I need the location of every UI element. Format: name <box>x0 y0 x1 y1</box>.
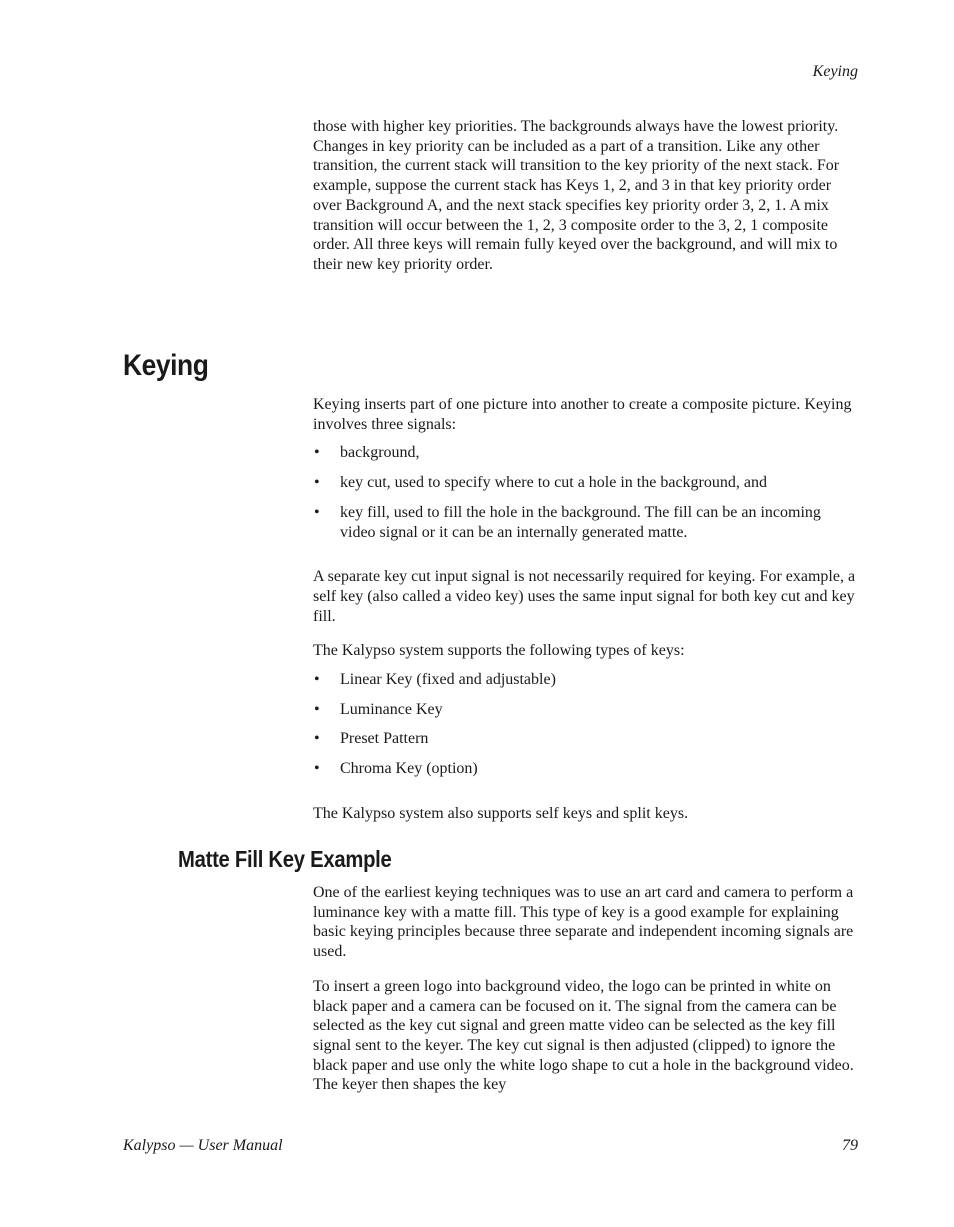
keying-paragraph-2: A separate key cut input signal is not necessarily required for keying. For example, a self key (also called a video key) uses the same input signal for both key cut and key fill. <box>313 568 856 625</box>
list-item: • key cut, used to specify where to cut a hole in the background, and <box>314 474 767 492</box>
key-types-list <box>313 670 858 779</box>
matte-section <box>313 883 858 1095</box>
list-item: • Linear Key (fixed and adjustable) <box>314 671 556 689</box>
bullet-icon: • <box>314 474 320 492</box>
list-item: • Luminance Key <box>314 700 443 718</box>
keying-paragraph-4: The Kalypso system also supports self keys and split keys. <box>313 804 689 822</box>
matte-paragraph-1: One of the earliest keying techniques was to use an art card and camera to perform a luminance key with a matte fill. This type of key is a good example for explaining basic keying principles because three separate and independent incoming signals are used. <box>313 884 854 961</box>
matte-paragraph-2: To insert a green logo into background video, the logo can be printed in white on black paper and a camera can be focused on it. The signal from the camera can be selected as the key cut signal and green matte video can be selected as the key fill signal sent to the keyer. The key cut signal is then adjusted (clipped) to ignore the black paper and use only the white logo shape to cut a hole in the background video. The keyer then shapes the key <box>313 977 854 1094</box>
subsection-title-matte-fill: Matte Fill Key Example <box>178 846 392 872</box>
running-header: Keying <box>812 63 858 80</box>
page-number: 79 <box>842 1137 858 1154</box>
keying-paragraph-3: The Kalypso system supports the following types of keys: <box>313 642 685 660</box>
list-item: • Chroma Key (option) <box>314 760 478 778</box>
list-item: • background, <box>314 444 420 462</box>
bullet-icon: • <box>314 730 320 748</box>
list-item: • key fill, used to fill the hole in the background. The fill can be an incoming video signal or it can be an internally generated matte. <box>314 503 821 541</box>
bullet-icon: • <box>314 700 320 718</box>
bullet-icon: • <box>314 444 320 462</box>
signals-list <box>313 443 858 542</box>
bullet-icon: • <box>314 503 320 521</box>
intro-paragraph: those with higher key priorities. The backgrounds always have the lowest priority. Changes in key priority can be included as a part of a transition. Like any other transition, the current stack will transition to the key priority of the next stack. For example, suppose the current stack has Keys 1, 2, and 3 in that key priority order over Background A, and the next stack specifies key priority order 3, 2, 1. A mix transition will occur between the 1, 2, 3 composite order to the 3, 2, 1 composite order. All three keys will remain fully keyed over the background, and will mix to their new key priority order. <box>313 118 840 273</box>
section-title-keying: Keying <box>123 349 209 382</box>
footer-manual-title: Kalypso — User Manual <box>123 1137 283 1154</box>
keying-paragraph-1: Keying inserts part of one picture into another to create a composite picture. Keying involves three signals: <box>313 396 852 433</box>
keying-section <box>313 395 858 824</box>
intro-section <box>313 117 858 275</box>
list-item: • Preset Pattern <box>314 730 429 748</box>
bullet-icon: • <box>314 760 320 778</box>
bullet-icon: • <box>314 671 320 689</box>
